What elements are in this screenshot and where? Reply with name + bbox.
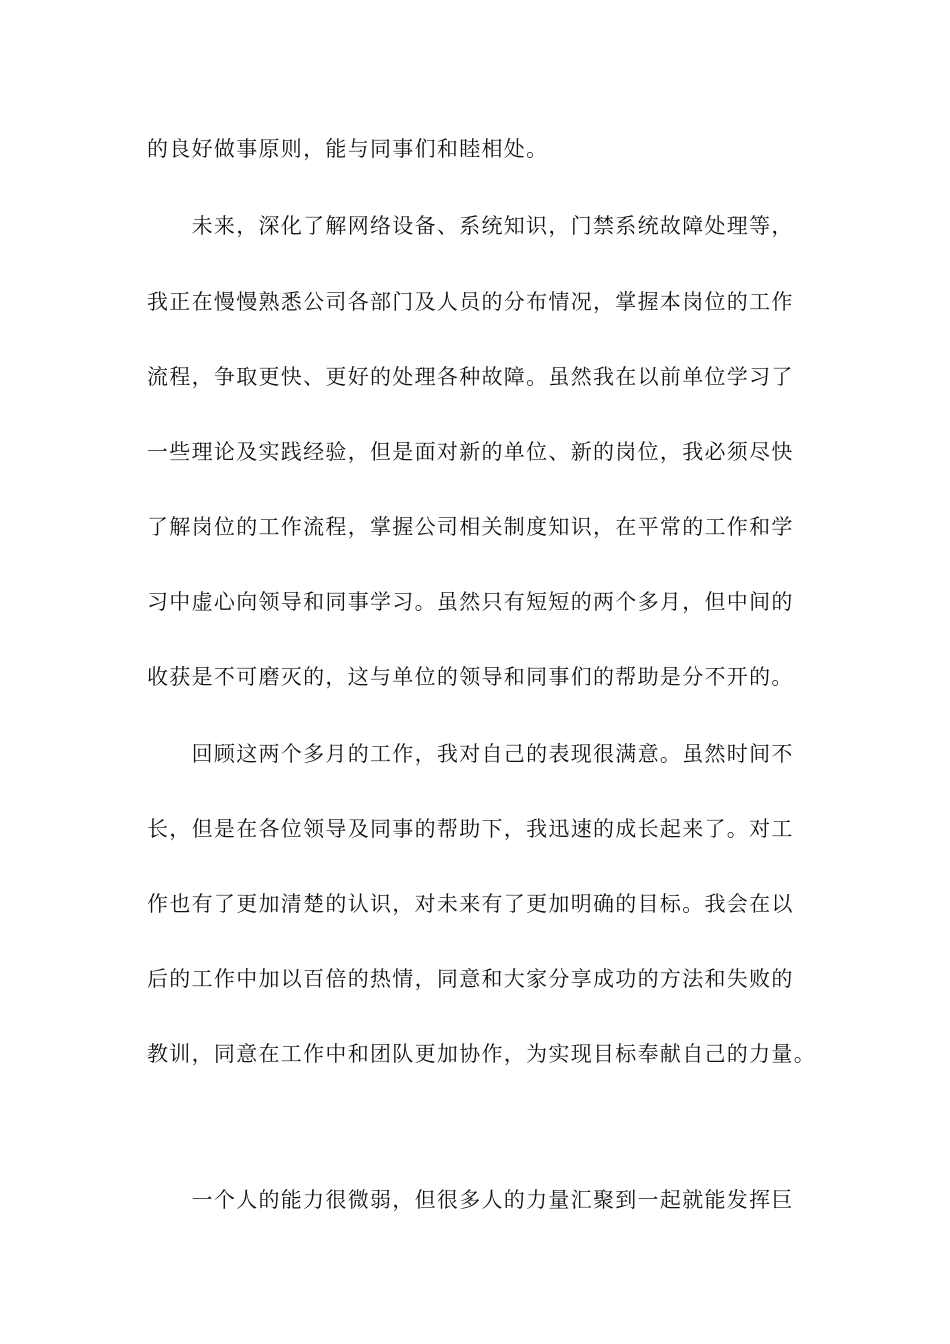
paragraph-start-line: 一个人的能力很微弱，但很多人的力量汇聚到一起就能发挥巨 [147, 1188, 794, 1212]
text-line: 收获是不可磨灭的，这与单位的领导和同事们的帮助是分不开的。 [147, 665, 794, 689]
paragraph-start-line: 回顾这两个多月的工作，我对自己的表现很满意。虽然时间不 [147, 742, 794, 766]
text-line: 长，但是在各位领导及同事的帮助下，我迅速的成长起来了。对工 [147, 817, 794, 841]
text-line: 流程，争取更快、更好的处理各种故障。虽然我在以前单位学习了 [147, 365, 794, 389]
text-line: 一些理论及实践经验，但是面对新的单位、新的岗位，我必须尽快 [147, 440, 794, 464]
text-line: 后的工作中加以百倍的热情，同意和大家分享成功的方法和失败的 [147, 967, 794, 991]
text-line: 了解岗位的工作流程，掌握公司相关制度知识，在平常的工作和学 [147, 515, 794, 539]
paragraph-start-line: 未来，深化了解网络设备、系统知识，门禁系统故障处理等， [147, 214, 794, 238]
text-line: 的良好做事原则，能与同事们和睦相处。 [147, 137, 549, 161]
text-line: 我正在慢慢熟悉公司各部门及人员的分布情况，掌握本岗位的工作 [147, 290, 794, 314]
text-line: 习中虚心向领导和同事学习。虽然只有短短的两个多月，但中间的 [147, 590, 794, 614]
text-line: 作也有了更加清楚的认识，对未来有了更加明确的目标。我会在以 [147, 892, 794, 916]
text-line: 教训，同意在工作中和团队更加协作，为实现目标奉献自己的力量。 [147, 1042, 816, 1066]
